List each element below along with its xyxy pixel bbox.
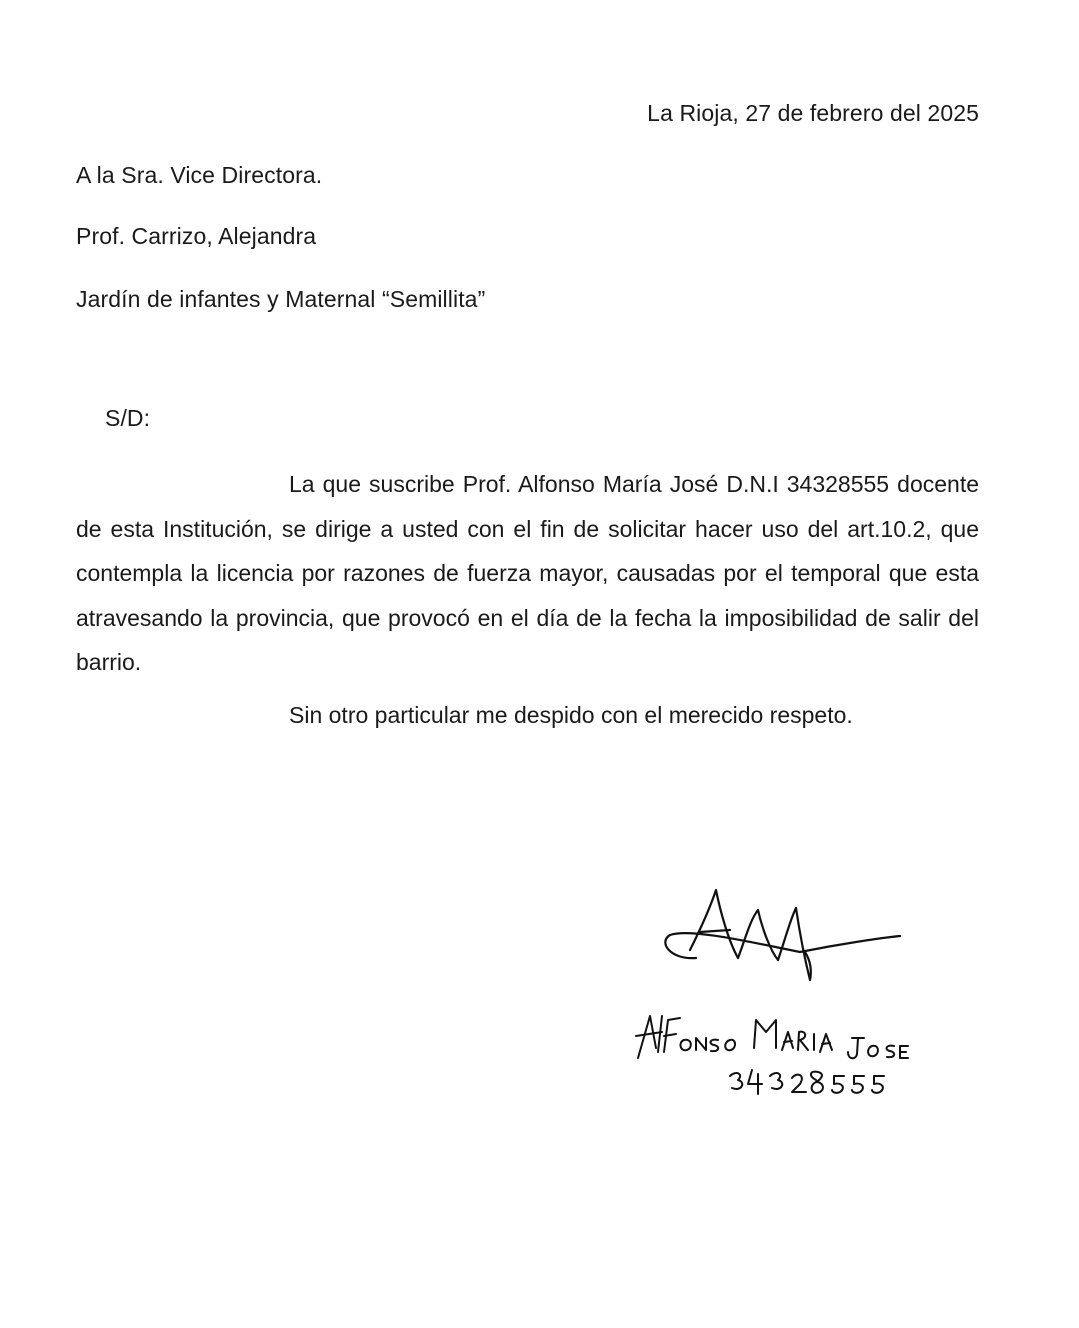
recipient-institution: Jardín de infantes y Maternal “Semillita”: [76, 286, 486, 312]
place-date: La Rioja, 27 de febrero del 2025: [647, 100, 979, 126]
handwritten-signature: [600, 880, 940, 1120]
letter-body: La que suscribe Prof. Alfonso María José D.N.I 34328555 docente de esta Institución, se dirige a usted con el fin de solicitar hacer uso del art.10.2, que contempla la licencia por razones de fuerza mayor, causadas por el temporal que esta atravesando la provincia, que provocó en el día de la fecha la imposibilidad de salir del barrio.: [76, 471, 979, 675]
closing-line: Sin otro particular me despido con el merecido respeto.: [289, 702, 853, 728]
recipient-name: Prof. Carrizo, Alejandra: [76, 223, 317, 249]
recipient-title: A la Sra. Vice Directora.: [76, 162, 323, 188]
salutation: S/D:: [105, 405, 151, 431]
signature-drawing: [600, 880, 940, 1120]
